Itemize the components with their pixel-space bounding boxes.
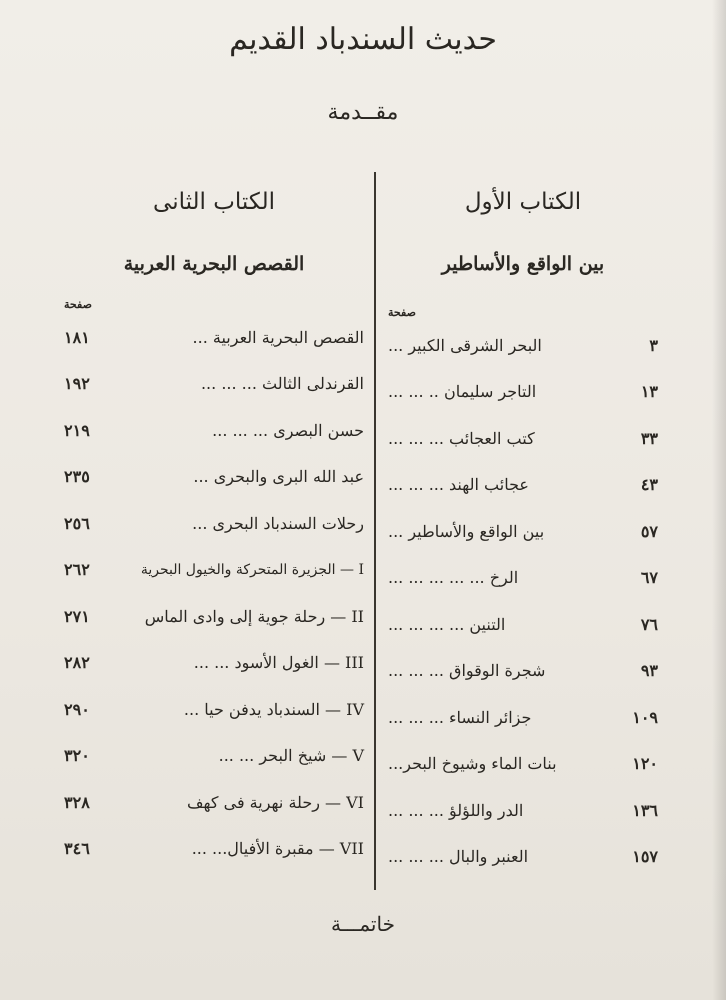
toc-title: الدر واللؤلؤ ... ... ... [388,800,524,820]
toc-entry [64,593,364,640]
toc-entry [388,834,658,881]
toc-page-number: ٢٩٠ [64,699,90,719]
column-divider [374,172,376,890]
toc-page-number: ١٣٦ [632,800,658,820]
toc-page-number: ٥٧ [640,521,658,541]
toc-page-number: ١٩٢ [64,374,90,394]
toc-entry [64,314,364,361]
toc-entry [64,454,364,501]
toc-entry [388,555,658,602]
toc-title: I — الجزيرة المتحركة والخيول البحرية [140,561,364,578]
toc-entry [64,826,364,873]
toc-page-number: ٣٤٦ [64,839,90,859]
book-two-subtitle: القصص البحرية العربية [123,253,305,275]
introduction-heading: مقــدمة [327,100,399,125]
toc-title: IV — السندباد يدفن حيا ... [183,699,364,719]
toc-entry [64,640,364,687]
toc-title: VII — مقبرة الأفيال... ... [191,839,364,859]
toc-page-number: ٢٧١ [64,606,90,626]
book-title: حديث السندباد القديم [229,22,497,57]
toc-title: بين الواقع والأساطير ... [388,521,545,541]
toc-title: التنين ... ... ... ... [388,614,506,634]
toc-title: جزائر النساء ... ... ... [388,707,532,727]
book-two-entries [64,314,364,872]
toc-entry [388,787,658,834]
toc-entry [64,500,364,547]
book-one-heading: الكتاب الأول [464,189,582,215]
toc-page-number: ٢١٩ [64,420,90,440]
toc-entry [388,648,658,695]
toc-page-number: ٩٣ [640,661,658,681]
page-edge-shadow [712,0,726,1000]
toc-title: العنبر والبال ... ... ... [388,847,529,867]
conclusion-heading: خاتمـــة [331,912,395,936]
toc-page-number: ٦٧ [640,568,658,588]
toc-entry [388,462,658,509]
toc-title: شجرة الوقواق ... ... ... [388,661,546,681]
toc-entry [388,415,658,462]
toc-page-number: ٣ [649,335,658,355]
toc-entry [388,369,658,416]
toc-page-number: ١٠٩ [632,707,658,727]
toc-title: V — شيخ البحر ... ... [218,746,364,766]
toc-entry [64,686,364,733]
book-one-column [388,180,658,880]
toc-entry [64,547,364,594]
toc-title: الرخ ... ... ... ... ... [388,568,519,588]
toc-title: VI — رحلة نهرية فى كهف [186,792,364,812]
toc-entry [64,407,364,454]
book-two-page-label: صفحة [64,298,92,311]
toc-title: القصص البحرية العربية ... [192,327,364,347]
toc-entry [388,508,658,555]
toc-entry [388,322,658,369]
toc-page-number: ١٣ [640,382,658,402]
toc-entry [64,733,364,780]
book-one-subtitle: بين الواقع والأساطير [441,253,605,275]
toc-page-number: ٢٨٢ [64,653,90,673]
toc-entry [64,779,364,826]
toc-title: عبد الله البرى والبحرى ... [193,467,364,487]
toc-page-number: ٢٥٦ [64,513,90,533]
toc-title: كتب العجائب ... ... ... [388,428,535,448]
toc-page-number: ١٢٠ [632,754,658,774]
toc-entry [388,601,658,648]
book-one-page-label: صفحة [388,306,416,319]
toc-title: II — رحلة جوية إلى وادى الماس [144,606,364,626]
toc-page-number: ٣٣ [640,428,658,448]
toc-title: III — الغول الأسود ... ... [193,653,364,673]
toc-title: بنات الماء وشيوخ البحر... [388,754,557,774]
toc-page-number: ٤٣ [640,475,658,495]
toc-page-number: ١٨١ [64,327,90,347]
toc-page-number: ٧٦ [640,614,658,634]
book-two-heading: الكتاب الثانى [153,189,275,215]
book-two-column [64,180,364,872]
toc-page-number: ١٥٧ [632,847,658,867]
toc-title: القرندلى الثالث ... ... ... [200,374,364,394]
book-one-entries [388,322,658,880]
toc-entry [64,361,364,408]
toc-title: حسن البصرى ... ... ... [212,420,364,440]
toc-page-number: ٢٣٥ [64,467,90,487]
toc-title: رحلات السندباد البحرى ... [192,513,364,533]
toc-page-number: ٣٢٠ [64,746,90,766]
toc-entry [388,694,658,741]
toc-page-number: ٣٢٨ [64,792,90,812]
toc-title: التاجر سليمان .. ... ... [388,382,537,402]
toc-entry [388,741,658,788]
toc-title: البحر الشرقى الكبير ... [388,335,542,355]
toc-page-number: ٢٦٢ [64,560,90,580]
toc-title: عجائب الهند ... ... ... [388,475,529,495]
